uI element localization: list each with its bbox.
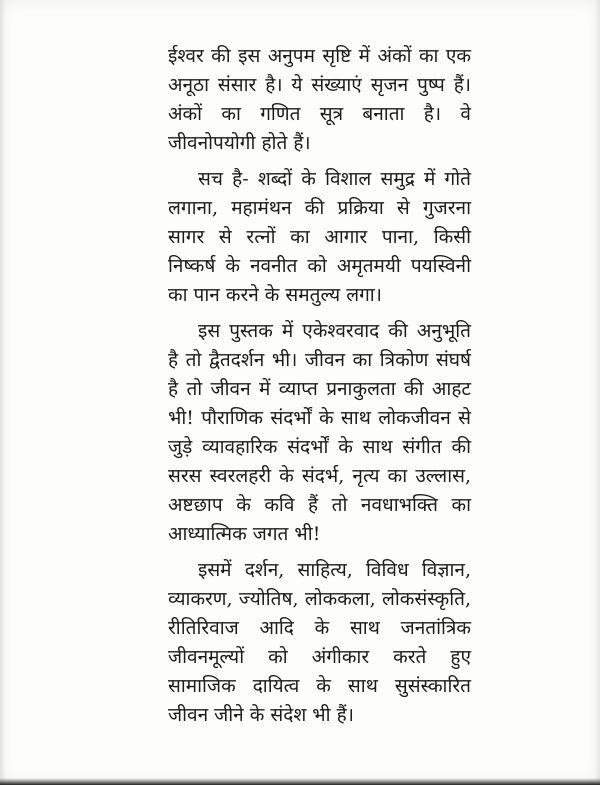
scan-bottom-edge-artifact — [0, 778, 600, 785]
scan-left-edge-shade — [0, 0, 6, 785]
scan-right-edge-shade — [594, 0, 600, 785]
paragraph-2: सच है- शब्दों के विशाल समुद्र में गोते लगाना, महामंथन की प्रक्रिया से गुजरना सागर से रत्नों का आगार पाना, किसी निष्कर्ष के नवनीत को अमृतमयी पयस्विनी का पान करने के समतुल्य लगा। — [168, 168, 471, 306]
paragraph-4: इसमें दर्शन, साहित्य, विविध विज्ञान, व्याकरण, ज्योतिष, लोककला, लोकसंस्कृति, रीतिरिवाज आदि के साथ जनतांत्रिक जीवनमूल्यों को अंगीकार करते हुए सामाजिक दायित्व के साथ सुसंस्कारित जीवन जीने के संदेश भी हैं। — [168, 559, 471, 726]
paragraph-3: इस पुस्तक में एकेश्वरवाद की अनुभूति है तो द्वैतदर्शन भी। जीवन का त्रिकोण संघर्ष है तो जीवन में व्याप्त प्रनाकुलता की आहट भी! पौराणिक संदर्भों के साथ लोकजीवन से जुड़े व्यावहारिक संदर्भों के साथ संगीत की सरस स्वरलहरी के संदर्भ, नृत्य का उल्लास, अष्टछाप के कवि हैं तो नवधाभक्ति का आध्यात्मिक जगत भी! — [168, 320, 471, 545]
paragraph-1: ईश्वर की इस अनुपम सृष्टि में अंकों का एक अनूठा संसार है। ये संख्याएं सृजन पुष्प हैं। अंकों का गणित सूत्र बनाता है। वे जीवनोपयोगी होते हैं। — [168, 45, 471, 154]
text-block — [168, 42, 471, 730]
